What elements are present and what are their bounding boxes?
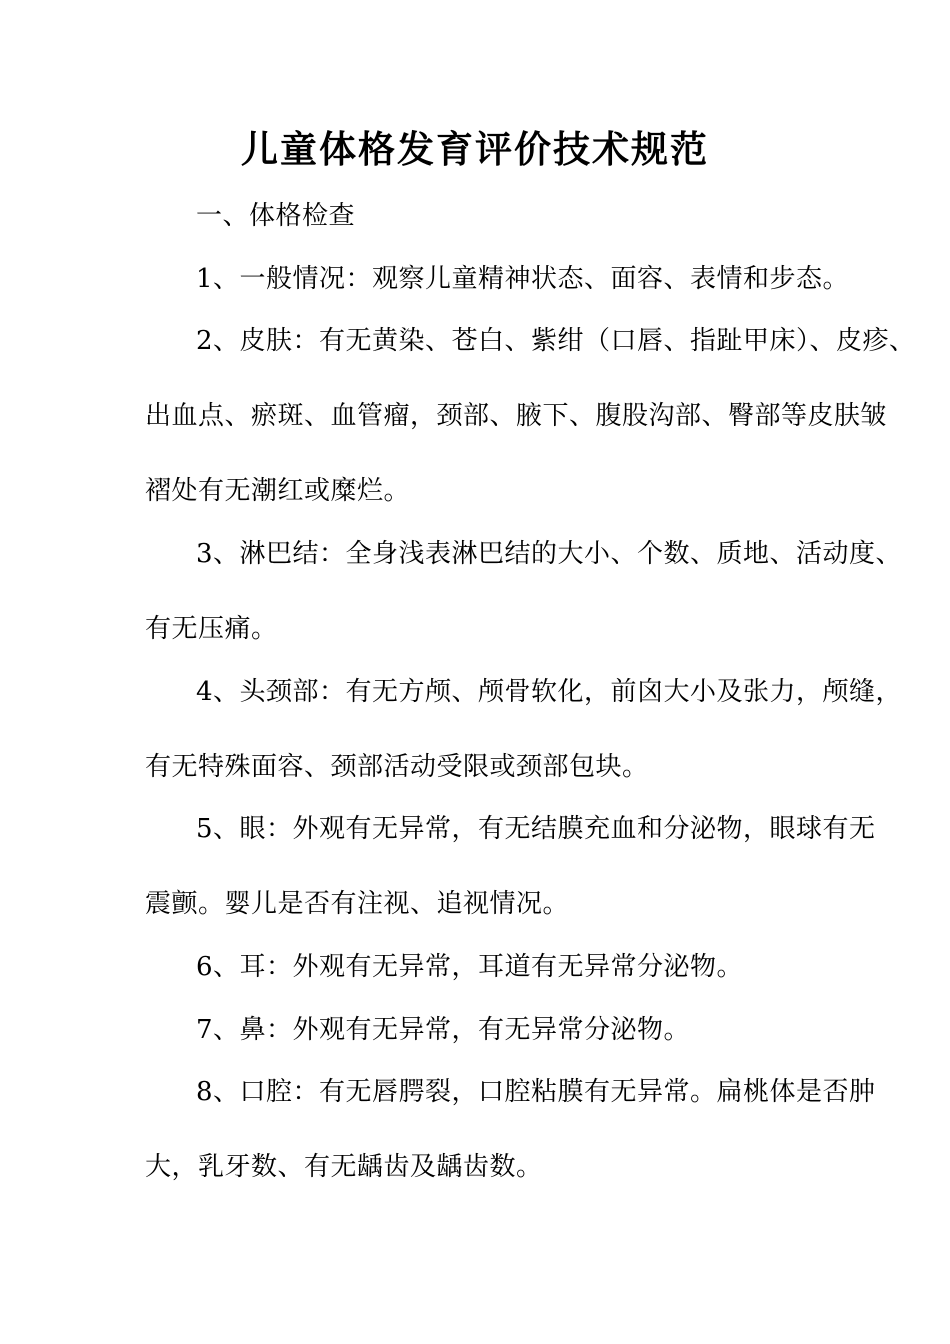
paragraph-line: 3、淋巴结：全身浅表淋巴结的大小、个数、质地、活动度、 <box>196 539 903 569</box>
paragraph-line: 出血点、瘀斑、血管瘤，颈部、腋下、腹股沟部、臀部等皮肤皱 <box>145 401 888 431</box>
paragraph-line: 震颤。婴儿是否有注视、追视情况。 <box>145 889 570 919</box>
paragraph-line: 有无特殊面容、颈部活动受限或颈部包块。 <box>145 752 649 782</box>
paragraph-line: 大，乳牙数、有无龋齿及龋齿数。 <box>145 1152 543 1182</box>
paragraph-line: 有无压痛。 <box>145 614 278 644</box>
paragraph-line: 褶处有无潮红或糜烂。 <box>145 476 411 506</box>
paragraph-line: 1、一般情况：观察儿童精神状态、面容、表情和步态。 <box>196 264 850 294</box>
document-title: 儿童体格发育评价技术规范 <box>241 127 709 171</box>
paragraph-line: 5、眼：外观有无异常，有无结膜充血和分泌物，眼球有无 <box>196 814 876 844</box>
paragraph-line: 7、鼻：外观有无异常，有无异常分泌物。 <box>196 1015 691 1045</box>
paragraph-line: 6、耳：外观有无异常，耳道有无异常分泌物。 <box>196 952 744 982</box>
section-heading: 一、体格检查 <box>196 201 356 231</box>
paragraph-line: 8、口腔：有无唇腭裂，口腔粘膜有无异常。扁桃体是否肿 <box>196 1077 876 1107</box>
paragraph-line: 2、皮肤：有无黄染、苍白、紫绀（口唇、指趾甲床）、皮疹、 <box>196 326 916 356</box>
paragraph-line: 4、头颈部：有无方颅、颅骨软化，前囟大小及张力，颅缝， <box>196 677 903 707</box>
